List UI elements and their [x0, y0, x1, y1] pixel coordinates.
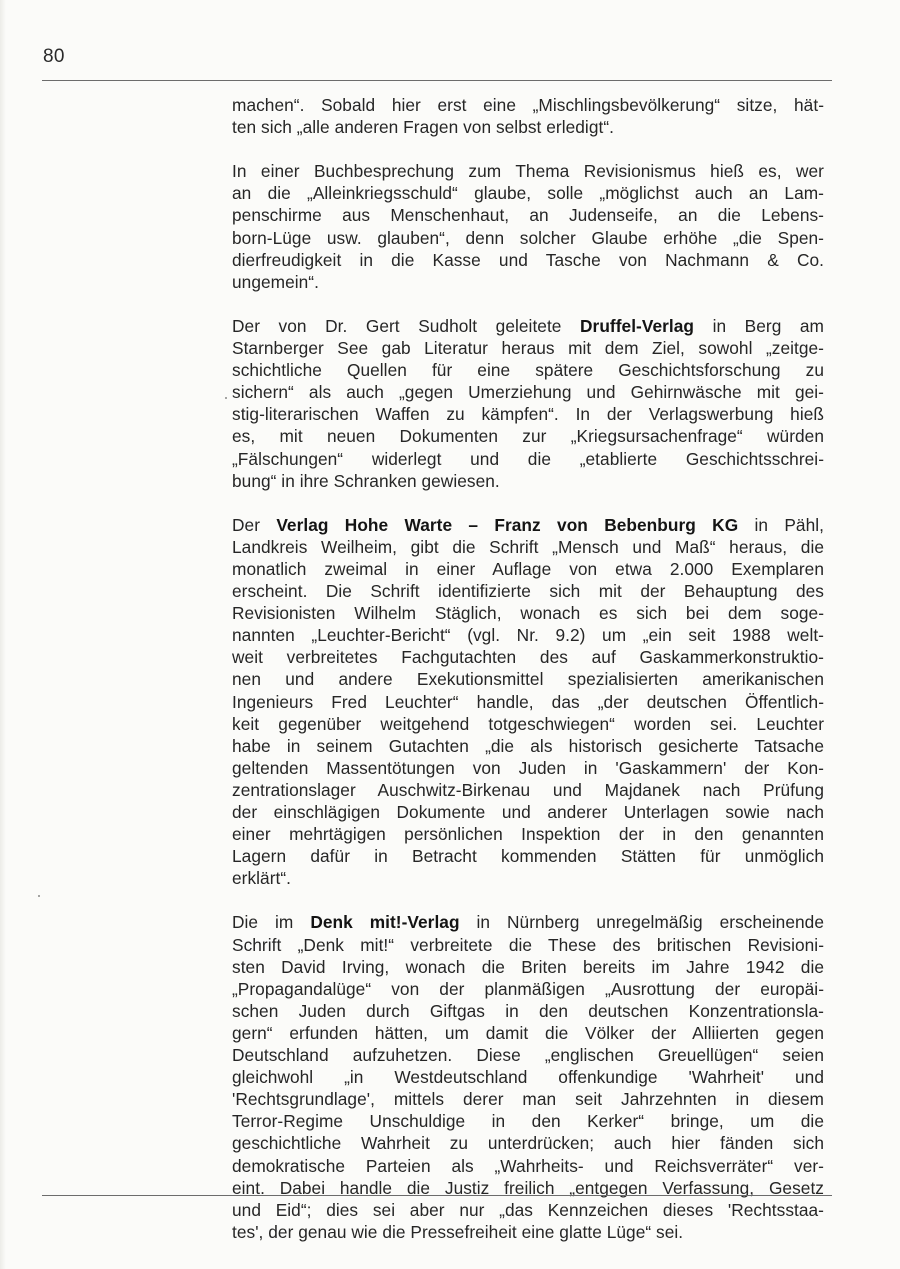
text-run: sichern“ als auch „gegen Umerziehung und Gehirnwäsche mit gei- [232, 382, 824, 403]
text-run: eint. Dabei handle die Justiz freilich „entgegen Verfassung, Gesetz [232, 1177, 824, 1198]
text-line [232, 536, 824, 558]
text-line [232, 1088, 824, 1110]
text-line [232, 1110, 824, 1132]
paragraph [232, 94, 824, 138]
text-line [232, 1044, 824, 1066]
text-run: zentrationslager Auschwitz-Birkenau und Majdanek nach Prüfung [232, 779, 824, 800]
text-run: Ingenieurs Fred Leuchter“ handle, das „der deutschen Öffentlich- [232, 691, 824, 712]
text-line [232, 580, 824, 602]
text-line [232, 779, 824, 801]
text-run: geschichtliche Wahrheit zu unterdrücken; auch hier fänden sich [232, 1133, 824, 1154]
text-line [232, 94, 824, 116]
text-run: an die „Alleinkriegsschuld“ glaube, solle „möglichst auch an Lam- [232, 183, 824, 204]
text-run: ten sich „alle anderen Fragen von selbst erledigt“. [232, 117, 614, 138]
text-run: ungemein“. [232, 271, 319, 292]
text-line [232, 911, 824, 933]
text-run: schichtliche Quellen für eine spätere Geschichtsforschung zu [232, 360, 824, 381]
text-run: In einer Buchbesprechung zum Thema Revisionismus hieß es, wer [232, 161, 824, 182]
text-line [232, 956, 824, 978]
text-run: es, mit neuen Dokumenten zur „Kriegsursachenfrage“ würden [232, 426, 824, 447]
text-line [232, 801, 824, 823]
text-line [232, 558, 824, 580]
text-run: demokratische Parteien als „Wahrheits- und Reichsverräter“ ver- [232, 1155, 824, 1176]
text-line [232, 403, 824, 425]
text-line [232, 381, 824, 403]
text-run: Der [232, 514, 277, 535]
text-run: erscheint. Die Schrift identifizierte sich mit der Behauptung des [232, 581, 824, 602]
paragraph [232, 911, 824, 1242]
text-run: Deutschland aufzuhetzen. Diese „englischen Greuellügen“ seien [232, 1045, 824, 1066]
text-run: „Propagandalüge“ von der planmäßigen „Ausrottung der europäi- [232, 978, 824, 999]
text-line [232, 359, 824, 381]
text-line [232, 514, 824, 536]
text-line [232, 735, 824, 757]
text-run: geltenden Massentötungen von Juden in 'Gaskammern' der Kon- [232, 757, 824, 778]
text-line [232, 182, 824, 204]
text-line [232, 691, 824, 713]
publisher-name: Druffel-Verlag [580, 315, 695, 336]
text-line [232, 204, 824, 226]
publisher-name: Denk mit!-Verlag [310, 912, 460, 933]
text-line [232, 448, 824, 470]
text-run: und Eid“; dies sei aber nur „das Kennzeichen dieses 'Rechtsstaa- [232, 1199, 824, 1220]
text-run: in Pähl, [738, 514, 824, 535]
margin-mark [225, 397, 227, 399]
text-line [232, 1221, 824, 1243]
text-run: weit verbreitetes Fachgutachten des auf Gaskammerkonstruktio- [232, 647, 824, 668]
page-number: 80 [43, 46, 65, 67]
text-line [232, 271, 824, 293]
text-run: nannten „Leuchter-Bericht“ (vgl. Nr. 9.2) um „ein seit 1988 welt- [232, 625, 824, 646]
text-line [232, 1199, 824, 1221]
text-run: gern“ erfunden hätten, um damit die Völker der Alliierten gegen [232, 1022, 824, 1043]
text-run: stig-literarischen Waffen zu kämpfen“. In der Verlagswerbung hieß [232, 404, 824, 425]
text-run: Lagern dafür in Betracht kommenden Stätten für unmöglich [232, 846, 824, 867]
text-line [232, 1066, 824, 1088]
text-line [232, 978, 824, 1000]
text-line [232, 227, 824, 249]
text-line [232, 249, 824, 271]
text-line [232, 470, 824, 492]
text-line [232, 934, 824, 956]
text-run: Starnberger See gab Literatur heraus mit dem Ziel, sowohl „zeitge- [232, 338, 824, 359]
text-line [232, 602, 824, 624]
text-run: machen“. Sobald hier erst eine „Mischlingsbevölkerung“ sitze, hät- [232, 95, 824, 115]
text-line [232, 337, 824, 359]
text-run: dierfreudigkeit in die Kasse und Tasche von Nachmann & Co. [232, 249, 824, 270]
text-run: gleichwohl „in Westdeutschland offenkundige 'Wahrheit' und [232, 1067, 824, 1088]
text-line [232, 646, 824, 668]
text-run: nen und andere Exekutionsmittel spezialisierten amerikanischen [232, 669, 824, 690]
text-run: in Berg am [694, 315, 824, 336]
text-run: 'Rechtsgrundlage', mittels derer man seit Jahrzehnten in diesem [232, 1089, 824, 1110]
text-run: schen Juden durch Giftgas in den deutschen Konzentrationsla- [232, 1000, 824, 1021]
text-run: Revisionisten Wilhelm Stäglich, wonach es sich bei dem soge- [232, 603, 824, 624]
text-line [232, 713, 824, 735]
text-run: in Nürnberg unregelmäßig erscheinende [459, 912, 824, 933]
text-line [232, 823, 824, 845]
text-line [232, 1000, 824, 1022]
text-run: der einschlägigen Dokumente und anderer Unterlagen sowie nach [232, 802, 824, 822]
scan-edge-shadow [0, 0, 6, 1269]
text-line [232, 668, 824, 690]
text-run: Die im [232, 912, 311, 933]
text-line [232, 845, 824, 867]
publisher-name: Verlag Hohe Warte – Franz von Bebenburg KG [276, 514, 739, 535]
text-run: erklärt“. [232, 868, 292, 889]
text-run: Schrift „Denk mit!“ verbreitete die These des britischen Revisioni- [232, 934, 824, 955]
paragraph [232, 514, 824, 890]
footer-rule [42, 1195, 832, 1196]
body-text [232, 94, 824, 1243]
text-line [232, 757, 824, 779]
text-line [232, 1155, 824, 1177]
text-run: Der von Dr. Gert Sudholt geleitete [232, 315, 581, 336]
text-run: born-Lüge usw. glauben“, denn solcher Glaube erhöhe „die Spen- [232, 227, 824, 248]
paragraph [232, 315, 824, 492]
text-line [232, 425, 824, 447]
text-line [232, 315, 824, 337]
text-run: monatlich zweimal in einer Auflage von etwa 2.000 Exemplaren [232, 558, 824, 579]
text-run: Landkreis Weilheim, gibt die Schrift „Mensch und Maß“ heraus, die [232, 536, 824, 557]
text-run: einer mehrtägigen persönlichen Inspektion der in den genannten [232, 824, 824, 845]
text-line [232, 1132, 824, 1154]
text-run: habe in seinem Gutachten „die als historisch gesicherte Tatsache [232, 735, 824, 756]
text-run: sten David Irving, wonach die Briten bereits im Jahre 1942 die [232, 956, 824, 977]
text-line [232, 1022, 824, 1044]
text-line [232, 624, 824, 646]
text-run: keit gegenüber weitgehend totgeschwiegen“ worden sei. Leuchter [232, 713, 824, 734]
text-line [232, 160, 824, 182]
text-run: bung“ in ihre Schranken gewiesen. [232, 470, 500, 491]
paragraph [232, 160, 824, 293]
margin-mark [38, 895, 40, 897]
text-run: Terror-Regime Unschuldige in den Kerker“ bringe, um die [232, 1111, 824, 1132]
header-rule [42, 80, 832, 81]
text-run: penschirme aus Menschenhaut, an Judenseife, an die Lebens- [232, 205, 824, 226]
text-line [232, 867, 824, 889]
text-line [232, 116, 824, 138]
text-run: „Fälschungen“ widerlegt und die „etablierte Geschichtsschrei- [232, 448, 824, 469]
text-run: tes', der genau wie die Pressefreiheit eine glatte Lüge“ sei. [232, 1221, 684, 1242]
